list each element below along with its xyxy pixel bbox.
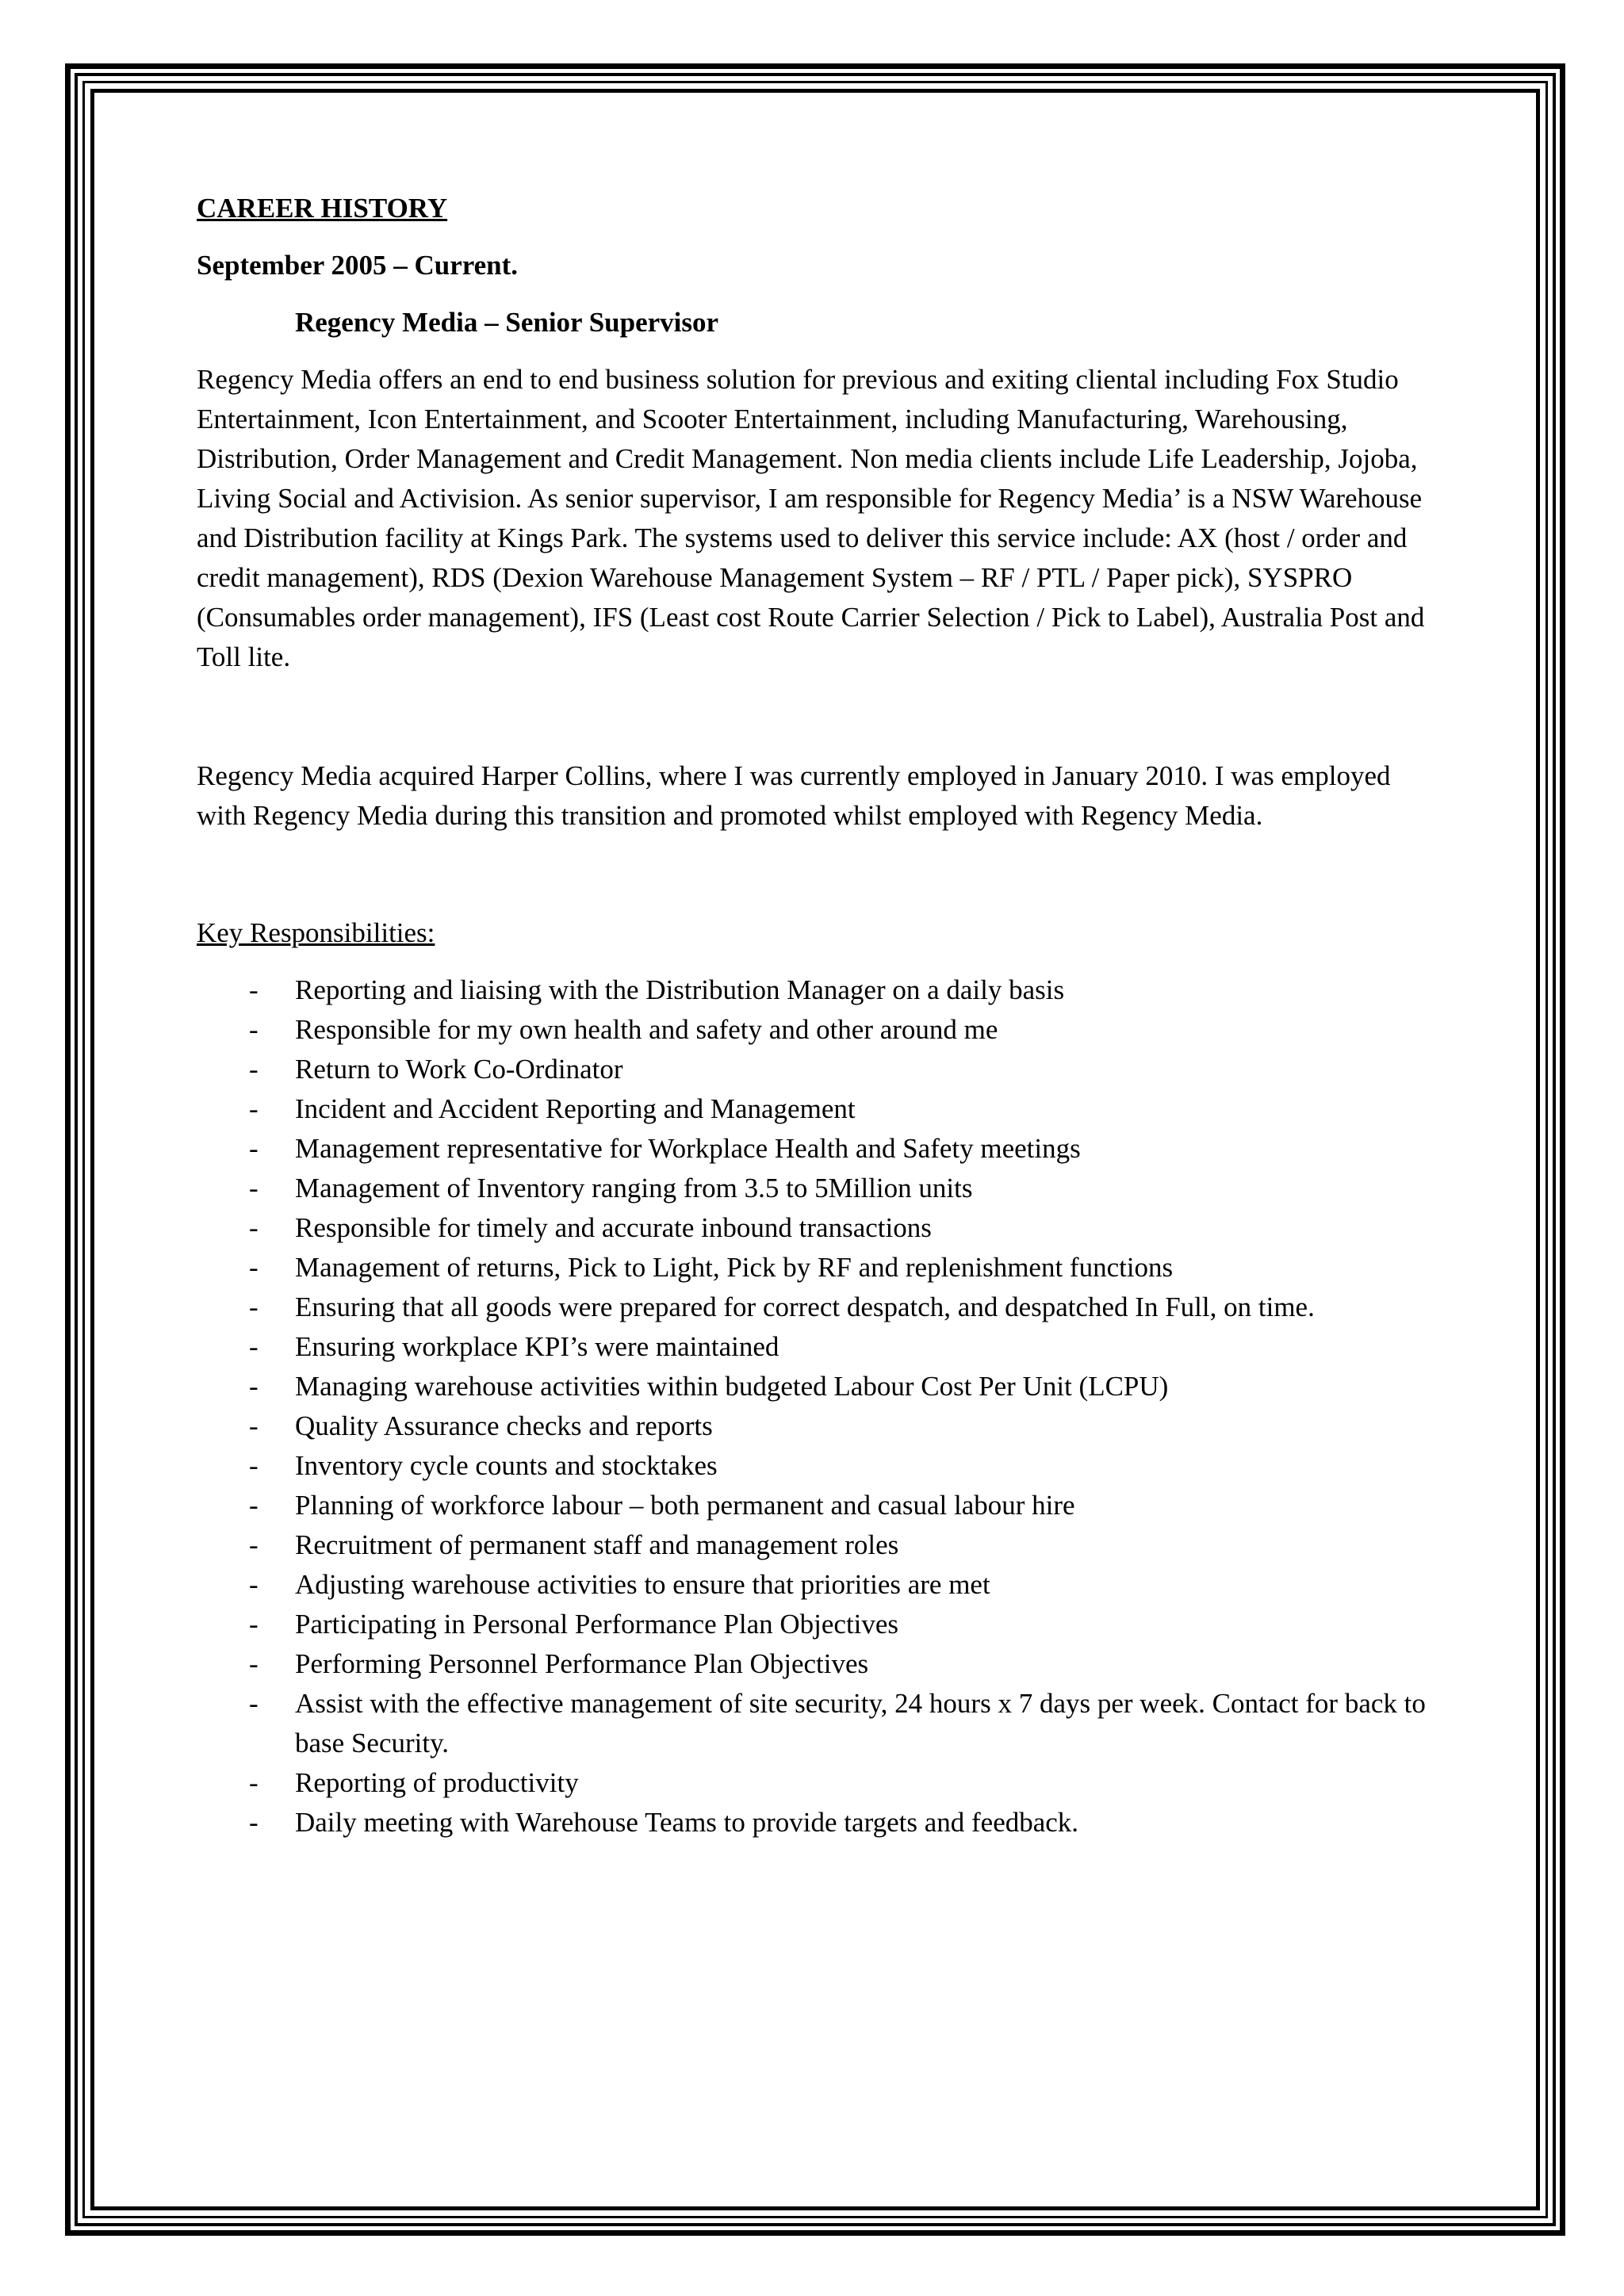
- responsibility-item: [197, 1248, 1434, 1288]
- responsibility-item: [197, 1288, 1434, 1327]
- responsibility-text: Reporting and liaising with the Distribution Manager on a daily basis: [295, 974, 1065, 1005]
- responsibility-item: [197, 1644, 1434, 1684]
- responsibility-text: Incident and Accident Reporting and Management: [295, 1093, 856, 1124]
- responsibility-text: Participating in Personal Performance Plan Objectives: [295, 1609, 899, 1640]
- responsibility-item: [197, 1367, 1434, 1406]
- responsibility-text: Quality Assurance checks and reports: [295, 1410, 713, 1441]
- responsibility-text: Ensuring workplace KPI’s were maintained: [295, 1331, 779, 1362]
- responsibilities-list: [197, 970, 1434, 1843]
- bullet-dash: -: [249, 1569, 259, 1600]
- bullet-dash: -: [249, 1212, 259, 1243]
- responsibility-text: Managing warehouse activities within budgeted Labour Cost Per Unit (LCPU): [295, 1371, 1169, 1402]
- bullet-dash: -: [249, 1410, 259, 1441]
- responsibility-text: Assist with the effective management of site security, 24 hours x 7 days per week. Contact for back to base Security.: [295, 1688, 1426, 1758]
- responsibility-text: Responsible for timely and accurate inbound transactions: [295, 1212, 932, 1243]
- job-dates: September 2005 – Current.: [197, 250, 519, 281]
- responsibility-item: [197, 1565, 1434, 1605]
- responsibility-item: [197, 970, 1434, 1010]
- responsibility-item: [197, 1406, 1434, 1446]
- responsibility-text: Responsible for my own health and safety and other around me: [295, 1014, 998, 1045]
- responsibilities-heading: Key Responsibilities:: [197, 917, 435, 948]
- bullet-dash: -: [249, 1807, 259, 1838]
- responsibility-text: Recruitment of permanent staff and management roles: [295, 1529, 899, 1560]
- responsibility-item: [197, 1089, 1434, 1129]
- responsibility-text: Daily meeting with Warehouse Teams to provide targets and feedback.: [295, 1807, 1079, 1838]
- responsibility-text: Management of Inventory ranging from 3.5 to 5Million units: [295, 1173, 973, 1203]
- bullet-dash: -: [249, 1648, 259, 1679]
- responsibility-text: Management of returns, Pick to Light, Pick by RF and replenishment functions: [295, 1252, 1174, 1283]
- responsibility-text: Reporting of productivity: [295, 1767, 579, 1798]
- responsibility-item: [197, 1129, 1434, 1169]
- responsibility-item: [197, 1486, 1434, 1525]
- responsibility-item: [197, 1684, 1434, 1763]
- bullet-dash: -: [249, 1490, 259, 1521]
- responsibility-item: [197, 1605, 1434, 1644]
- bullet-dash: -: [249, 1054, 259, 1085]
- responsibility-item: [197, 1803, 1434, 1843]
- bullet-dash: -: [249, 1371, 259, 1402]
- responsibility-text: Performing Personnel Performance Plan Objectives: [295, 1648, 869, 1679]
- job-title: Regency Media – Senior Supervisor: [295, 307, 719, 338]
- bullet-dash: -: [249, 1252, 259, 1283]
- bullet-dash: -: [249, 1767, 259, 1798]
- bullet-dash: -: [249, 1609, 259, 1640]
- company-description-paragraph: Regency Media offers an end to end business solution for previous and exiting cliental including Fox Studio Entertainment, Icon Entertainment, and Scooter Entertainment, including Manufacturing, Warehousing, Distribution, Order Management and Credit Management. Non media clients include Life Leadership, Jojoba, Living Social and Activision. As senior supervisor, I am responsible for Regency Media’ is a NSW Warehouse and Distribution facility at Kings Park. The systems used to deliver this service include: AX (host / order and credit management), RDS (Dexion Warehouse Management System – RF / PTL / Paper pick), SYSPRO (Consumables order management), IFS (Least cost Route Carrier Selection / Pick to Label), Australia Post and Toll lite.: [197, 364, 1425, 672]
- bullet-dash: -: [249, 1093, 259, 1124]
- responsibility-item: [197, 1446, 1434, 1486]
- bullet-dash: -: [249, 1688, 259, 1719]
- responsibility-item: [197, 1010, 1434, 1050]
- responsibility-text: Adjusting warehouse activities to ensure that priorities are met: [295, 1569, 990, 1600]
- document-body: [197, 189, 1434, 1843]
- bullet-dash: -: [249, 1331, 259, 1362]
- bullet-dash: -: [249, 1529, 259, 1560]
- section-title: CAREER HISTORY: [197, 193, 448, 224]
- bullet-dash: -: [249, 1292, 259, 1322]
- bullet-dash: -: [249, 1450, 259, 1481]
- responsibility-text: Management representative for Workplace Health and Safety meetings: [295, 1133, 1081, 1164]
- responsibility-text: Ensuring that all goods were prepared for correct despatch, and despatched In Full, on time.: [295, 1292, 1315, 1322]
- bullet-dash: -: [249, 1014, 259, 1045]
- responsibility-text: Planning of workforce labour – both permanent and casual labour hire: [295, 1490, 1075, 1521]
- responsibility-text: Return to Work Co-Ordinator: [295, 1054, 623, 1085]
- bullet-dash: -: [249, 1173, 259, 1203]
- acquisition-paragraph: Regency Media acquired Harper Collins, where I was currently employed in January 2010. I was employed with Regency Media during this transition and promoted whilst employed with Regency Media.: [197, 760, 1391, 831]
- bullet-dash: -: [249, 1133, 259, 1164]
- responsibility-item: [197, 1763, 1434, 1803]
- bullet-dash: -: [249, 974, 259, 1005]
- responsibility-item: [197, 1050, 1434, 1089]
- responsibility-item: [197, 1327, 1434, 1367]
- responsibility-text: Inventory cycle counts and stocktakes: [295, 1450, 718, 1481]
- responsibility-item: [197, 1169, 1434, 1208]
- responsibility-item: [197, 1525, 1434, 1565]
- responsibility-item: [197, 1208, 1434, 1248]
